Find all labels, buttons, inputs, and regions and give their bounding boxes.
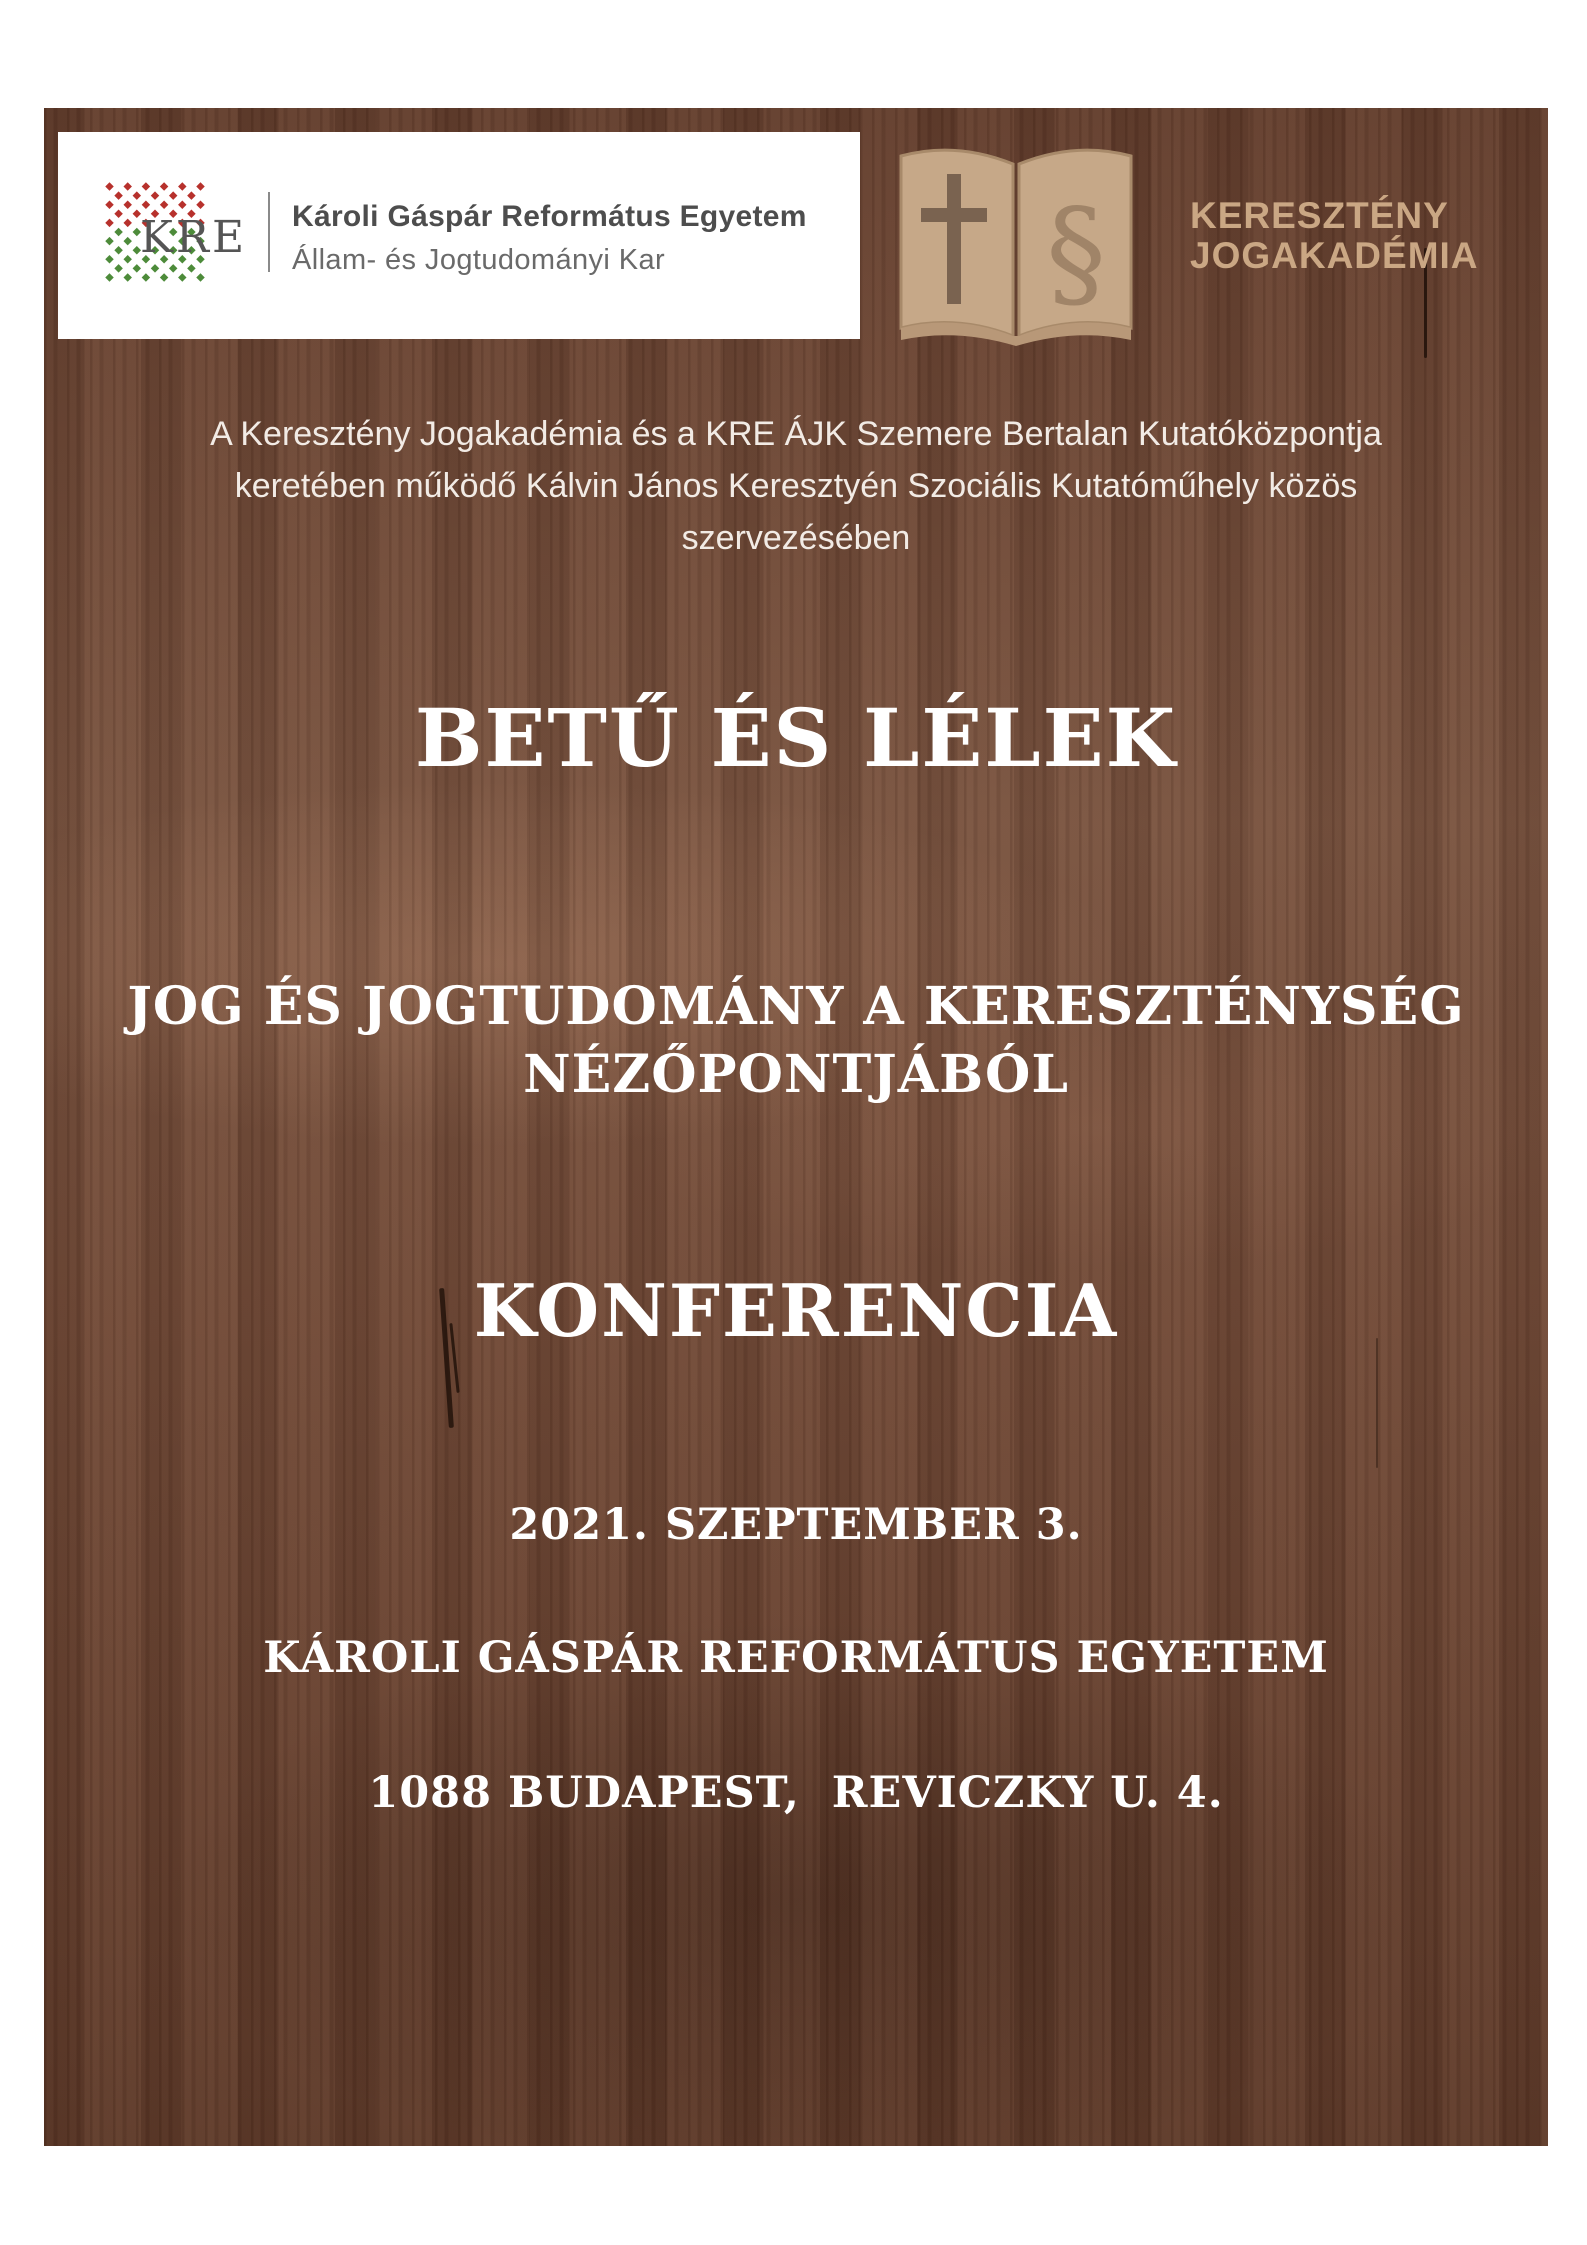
kre-logo-dot [196, 200, 204, 208]
kre-logo-dot [105, 219, 113, 227]
kre-logo-dot [105, 255, 113, 263]
kre-logo-dot [187, 264, 195, 272]
event-title: BETŰ ÉS LÉLEK [414, 691, 1178, 785]
kre-logo-dot [105, 237, 113, 245]
university-name: Károli Gáspár Református Egyetem [292, 200, 807, 233]
wood-scratch [1376, 1338, 1378, 1468]
kre-logo-dot [105, 200, 113, 208]
kre-logo-dot [133, 191, 141, 199]
kre-logo-dot [178, 182, 186, 190]
kre-logo-dot [196, 182, 204, 190]
kre-logo-dot [114, 246, 122, 254]
poster [44, 108, 1548, 2146]
event-subtitle [44, 973, 1548, 1109]
kre-logo-dot [133, 264, 141, 272]
kre-logo-dot [151, 264, 159, 272]
logo-divider [268, 192, 270, 272]
kre-logo-dot [123, 273, 131, 281]
kre-logo-dot [142, 273, 150, 281]
kre-logo-dot [160, 182, 168, 190]
event-address: 1088 BUDAPEST, REVICZKY U. 4. [368, 1768, 1224, 1818]
event-type: KONFERENCIA [473, 1268, 1119, 1353]
kre-logo-dot [196, 273, 204, 281]
kre-logo-dot [123, 200, 131, 208]
kre-logo-icon [80, 160, 255, 310]
event-venue: KÁROLI GÁSPÁR REFORMÁTUS EGYETEM [263, 1633, 1329, 1683]
kre-logo-dot [114, 210, 122, 218]
intro-line: keretében működő Kálvin János Keresztyén Szociális Kutatóműhely közös [234, 467, 1358, 505]
kre-logo-dot [123, 255, 131, 263]
kre-logo-dot [123, 237, 131, 245]
university-logo-panel [58, 132, 860, 339]
kre-logo-text: KRE [140, 212, 248, 263]
bible-cross-paragraph-icon [891, 136, 1141, 346]
intro-line: A Keresztény Jogakadémia és a KRE ÁJK Szemere Bertalan Kutatóközpontja [210, 415, 1382, 453]
academy-name-line2: JOGAKADÉMIA [1190, 235, 1479, 276]
kre-logo-dot [114, 191, 122, 199]
intro-text [104, 408, 1488, 564]
event-subtitle-line2: NÉZŐPONTJÁBÓL [523, 1044, 1069, 1105]
academy-name-line1: KERESZTÉNY [1190, 195, 1449, 236]
svg-text:§: § [1046, 184, 1106, 323]
kre-logo-dot [142, 200, 150, 208]
kre-logo-dot [169, 191, 177, 199]
intro-line: szervezésében [681, 519, 911, 557]
event-subtitle-line1: JOG ÉS JOGTUDOMÁNY A KERESZTÉNYSÉG [127, 976, 1465, 1037]
faculty-name: Állam- és Jogtudományi Kar [292, 244, 666, 276]
kre-logo-dot [123, 182, 131, 190]
kre-logo-dot [160, 200, 168, 208]
kre-logo-dot [105, 273, 113, 281]
kre-logo-dot [178, 273, 186, 281]
kre-logo-dot [151, 191, 159, 199]
kre-logo-dot [114, 228, 122, 236]
event-date: 2021. SZEPTEMBER 3. [509, 1500, 1083, 1550]
kre-logo-dot [142, 182, 150, 190]
kre-logo-dot [123, 219, 131, 227]
kre-logo-dot [169, 264, 177, 272]
academy-name [1190, 196, 1479, 276]
kre-logo-dot [160, 273, 168, 281]
kre-logo-dot [105, 182, 113, 190]
kre-logo-dot [114, 264, 122, 272]
kre-logo-dot [187, 191, 195, 199]
kre-logo-dot [178, 200, 186, 208]
